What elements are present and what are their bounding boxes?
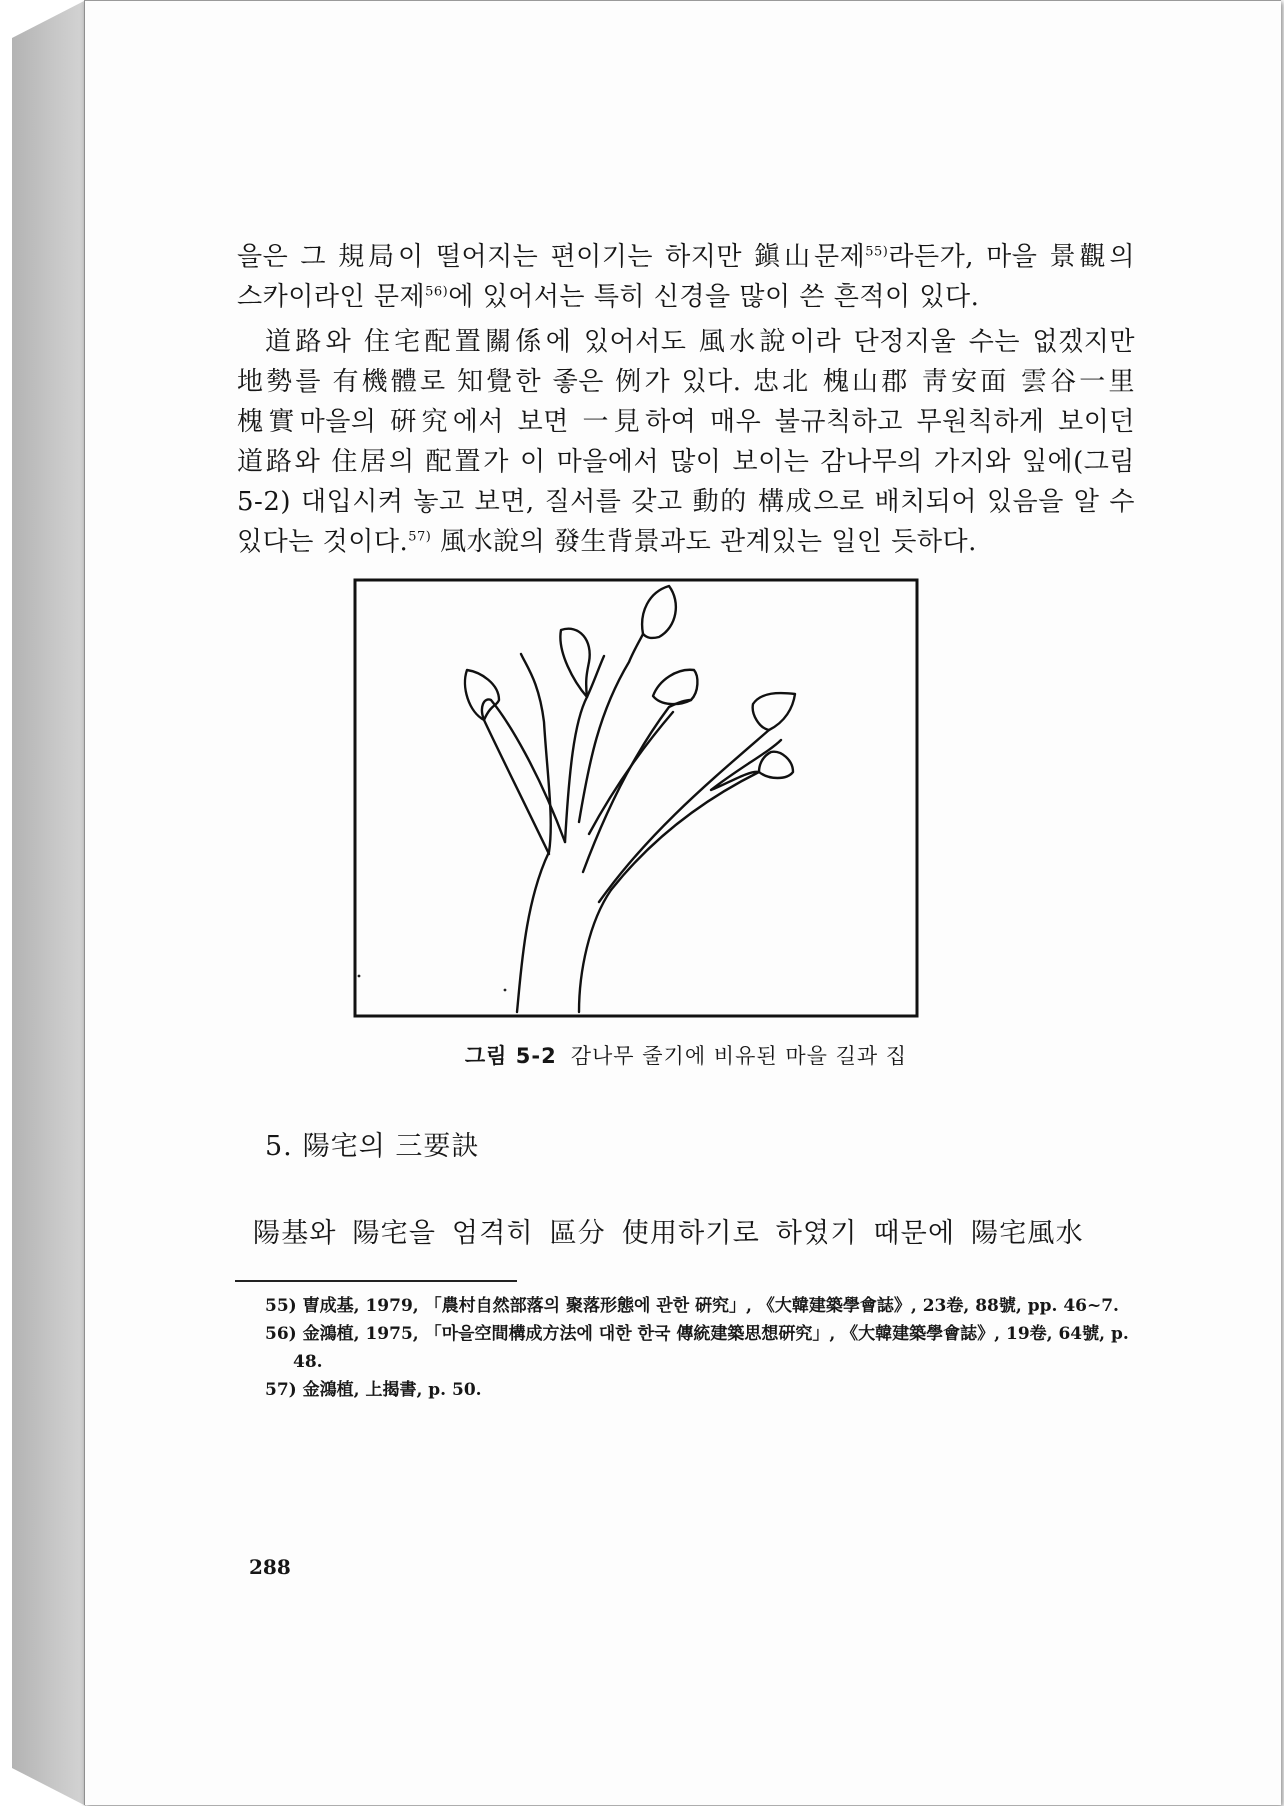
- section-heading: [265, 1124, 1135, 1163]
- paragraph-2: [237, 322, 1135, 562]
- footnotes: [237, 1292, 1135, 1404]
- paragraph-1-text-c: 에 있어서는 특히 신경을 많이 쓴 흔적이 있다.: [448, 282, 980, 312]
- footnote-ref-56[interactable]: 56): [425, 284, 449, 300]
- figure-caption-text: 감나무 줄기에 비유된 마을 길과 집: [570, 1044, 908, 1068]
- footnote-56: 56) 金鴻植, 1975, 「마을空間構成方法에 대한 한국 傳統建築思想硏究」, 《大韓建築學會誌》, 19卷, 64號, p. 48.: [265, 1324, 1129, 1372]
- footnote-55: 55) 曺成基, 1979, 「農村自然部落의 聚落形態에 관한 硏究」, 《大韓建築學會誌》, 23卷, 88號, pp. 46~7.: [265, 1296, 1119, 1316]
- paragraph-1-text-b: 라든가, 마을 景觀의 스카이라인 문제: [237, 242, 1135, 312]
- leaf-top: [642, 586, 676, 638]
- page-content: [237, 237, 1135, 1404]
- speck: [504, 989, 507, 992]
- book-spine: [12, 0, 86, 1806]
- branch-right-inner: [589, 712, 673, 834]
- footnote-divider: [235, 1280, 517, 1282]
- figure-number: 그림 5-2: [464, 1044, 557, 1068]
- leaf-far-right: [753, 693, 795, 730]
- book-page: [84, 0, 1281, 1805]
- branch-far-right: [599, 730, 769, 902]
- paragraph-1-text-a: 을은 그 規局이 떨어지는 편이기는 하지만 鎭山문제: [237, 242, 866, 272]
- trunk-left-edge: [517, 654, 551, 1012]
- persimmon-tree-illustration: [349, 572, 929, 1022]
- footnote-ref-55[interactable]: 55): [865, 244, 889, 260]
- branch-far-right-lower: [611, 740, 781, 890]
- branch-left: [482, 699, 565, 854]
- branch-center: [565, 656, 604, 842]
- tree-drawing: [465, 586, 795, 1012]
- footnote-57: 57) 金鴻植, 上揭書, p. 50.: [265, 1380, 482, 1400]
- leaf-right: [653, 670, 697, 704]
- footnote-ref-57[interactable]: 57): [408, 529, 432, 545]
- trunk-right-edge: [579, 890, 611, 1012]
- section-title: 陽宅의 三要訣: [302, 1131, 480, 1162]
- speck: [358, 975, 361, 978]
- leaf-far-right-lower: [759, 752, 793, 778]
- figure-5-2: [237, 572, 1135, 1070]
- page-number: 288: [249, 1555, 291, 1579]
- figure-caption: [237, 1040, 1135, 1070]
- paragraph-2-text-b: 風水說의 發生背景과도 관계있는 일인 듯하다.: [431, 527, 977, 557]
- leaf-center: [560, 629, 589, 697]
- paragraph-2-text-a: 道路와 住宅配置關係에 있어서도 風水說이라 단정지울 수는 없겠지만 地勢를 有機體로 知覺한 좋은 例가 있다. 忠北 槐山郡 靑安面 雲谷一里 槐實마을의 硏究에서 보면 一見하여 매우 불규칙하고 무원칙하게 보이던 道路와 住居의 配置가 이 마을에서 많이 보이는 감나무의 가지와 잎에(그림 5-2) 대입시켜 놓고 보면, 질서를 갖고 動的 構成으로 배치되어 있음을 알 수 있다는 것이다.: [237, 327, 1135, 557]
- paragraph-1: [237, 237, 1135, 317]
- section-lead-text: 陽基와 陽宅을 엄격히 區分 使用하기로 하였기 때문에 陽宅風水: [253, 1218, 1084, 1249]
- section-number: 5.: [265, 1131, 293, 1162]
